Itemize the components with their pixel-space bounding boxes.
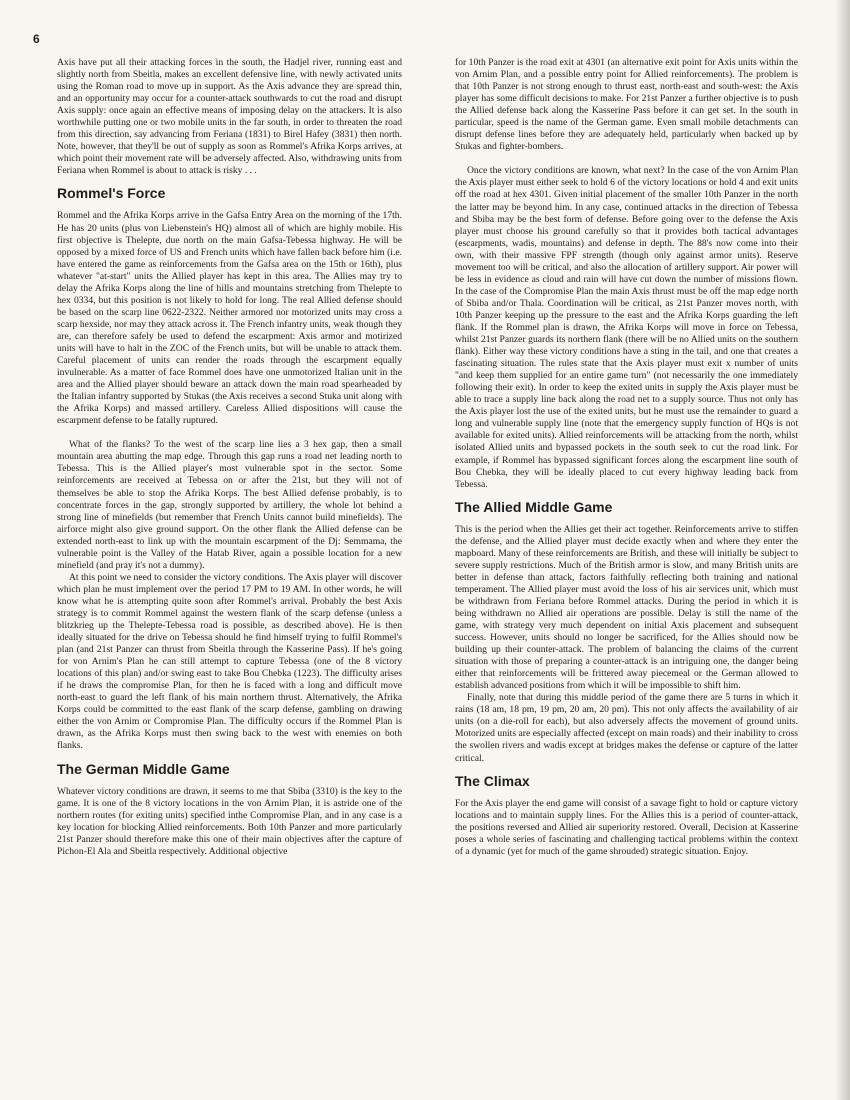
paragraph-flanks: What of the flanks? To the west of the scarp line lies a 3 hex gap, then a small mountain area abutting the map edge. Through this gap runs a road net leading north to Tebessa. This is the Allied player's most vulnerable spot in the sector. Some reinforcements are received at Tebessa on or after the 21st, but they will not of themselves be able to stop the Afrika Korps. The best Allied defense probably, is to concentrate forces in the gap, strongly supported by artillery, the whole lot behind a strong line of minefields (but remember that French Units cannot build minefields). The airforce might also give ground support. On the other flank the Allied defense can be extended north-east to link up with the mountain escarpment of the Dj: Semmama, the vulnerable point is the Valley of the Hatab River, again a possible location for a new minefield (and pray it's not a dummy).: [57, 439, 402, 571]
heading-the-climax: The Climax: [455, 772, 530, 789]
paragraph-after-victory-conditions: Once the victory conditions are known, what next? In the case of the von Arnim Plan the Axis player must either seek to hold 6 of the victory locations or hold 4 and exit units off the road at hex 4301. Given initial placement of the smaller 10th Panzer in the north the latter may be beyond him. In any case, continued attacks in the direction of Tebessa and Sbiba may be the best form of defense. Before going over to the defense the Axis player must choose his ground carefully so that it provides both tactical advantages (escarpments, wadis, mountains) and defense in depth. The 88's now come into their own, with their massive FPF strength (though only against armor units). Reserve movement too will be critical, and also the allocation of artillery support. Air power will be less in evidence as cloud and rain will have cut down the number of missions flown. In the case of the Compromise Plan the main Axis thrust must be off the map edge north of Sbiba and/or Thala. Coordination will be critical, as 21st Panzer moves north, with 10th Panzer keeping up the pressure to the east and the Afrika Korps guarding the left flank. If the Rommel plan is drawn, the Afrika Korps will move in force on Tebessa, whilst 21st Panzer guards its northern flank (there will be no Allied units on the southern flank). Either way these victory conditions have a sting in the tail, and one that creates a fascinating situation. The rules state that the Axis player must exit x number of units "and keep them supplied for an entire game turn" (not necessarily the one immediately following their exit). In order to keep the exited units in supply the Axis player must be able to trace a supply line back along the road net to a supply source. Thus not only has the Axis player lost the use of the exited units, but he must use the remainder to guard a long and vulnerable supply line (note that the emergency supply function of HQs is not available for exited units). Allied reinforcements will be attacking from the north, whilst isolated Allied units and bypassed pockets in the south seek to cut the road link. For example, if Rommel has bypassed significant forces along the escarpment line south of Bou Chebka, they will be ideally placed to cut every highway leading back from Tebessa.: [455, 165, 798, 490]
paragraph-axis-south: Axis have put all their attacking forces in the south, the Hadjel river, running east and slightly north from Sbeitla, makes an excellent defensive line, with newly activated units using the Roman road to move up in support. As the Axis advance they are spread thin, and an opportunity may occur for a counter-attack southwards to cut the road and disrupt Axis supply: once again an effective means of imposing delay on the attackers. It is also worthwhile putting one or two mobile units in the far south, in order to threaten the road from this direction, say advancing from Feriana (1831) to Birel Hafey (3831) then north. Note, however, that they'll be out of supply as soon as Rommel's Afrika Korps arrives, at which point their movement rate will be adversely affected. Also, withdrawing units from Feriana when Rommel is about to attack is risky . . .: [57, 57, 402, 177]
heading-rommels-force: Rommel's Force: [57, 185, 166, 202]
paragraph-victory-conditions: At this point we need to consider the victory conditions. The Axis player will discover which plan he must implement over the period 17 PM to 19 AM. In other words, he will know what he is attempting quite soon after Rommel's arrival. Probably the best Axis strategy is to commit Rommel against the western flank of the scarp defense (unless a blitzkrieg up the Thelepte-Tebessa road is possible, as described above). He is then ideally situated for the drive on Tebessa should he find himself trying to fulfil Rommel's plan (and 21st Panzer can thrust from Sbeitla through the Kasserine Pass). If he's going for von Arnim's Plan he can still attempt to capture Tebessa (one of the 8 victory locations of this plan) and/or swing east to take Bou Chebka (1223). The difficulty arises if he draws the compromise Plan, for then he is faced with a long and difficult move north-east to guard the left flank of his main northern thrust. Alternatively, the Afrika Korps could be committed to the east flank of the scarp defense, gambling on drawing either the von Arnim or Compromise Plan. The difficulty occurs if the Rommel Plan is drawn, as the Afrika Korps must then swing back to the west with enemies on both flanks.: [57, 571, 402, 752]
right-column: [455, 57, 798, 858]
heading-german-middle-game: The German Middle Game: [57, 760, 230, 777]
paragraph-rain-turns: Finally, note that during this middle period of the game there are 5 turns in which it rains (18 am, 18 pm, 19 pm, 20 am, 20 pm). This not only affects the availability of air units (on a die-roll for each), but also adversely affects the movement of ground units. Motorized units are especially affected (except on main roads) and their inability to cross the swollen rivers and wadis except at bridges makes the defense or capture of the latter critical.: [455, 692, 798, 764]
left-column: [57, 57, 402, 858]
paragraph-sbiba-key: Whatever victory conditions are drawn, it seems to me that Sbiba (3310) is the key to the game. It is one of the 8 victory locations in the von Arnim Plan, it is astride one of the northern routes (for exiting units) specified inthe Compromise Plan, and in any case is a key location for blocking Allied reinforcements. Both 10th Panzer and more particularly 21st Panzer should therefore make this one of their main objectives after the capture of Pichon-El Ala and Sbeitla respectively. Additional objective: [57, 785, 402, 857]
heading-allied-middle-game: The Allied Middle Game: [455, 498, 613, 515]
paragraph-end-game: For the Axis player the end game will consist of a savage fight to hold or capture victory locations and to maintain supply lines. For the Allies this is a period of counter-attack, the positions reversed and Allied air superiority restored. Overall, Decision at Kasserine poses a whole series of fascinating and challenging tactical problems within the context of a dynamic (yet for much of the game shrouded) strategic situation. Enjoy.: [455, 797, 798, 857]
paragraph-10th-panzer: for 10th Panzer is the road exit at 4301 (an alternative exit point for Axis units within the von Arnim Plan, and a possible entry point for Allied reinforcements). The problem is that 10th Panzer is not strong enough to thrust east, north-east and south-west: the Axis player has some difficult decisions to make. For 21st Panzer a further objective is to push the Allied defense back along the Kasserine Pass before it can get set. In the south in particular, speed is the name of the German game. Even small mobile detachments can disrupt defense lines before they are adequately held, particularly when backed up by Stukas and fighter-bombers.: [455, 57, 798, 153]
page-edge-shadow: [836, 0, 850, 1100]
paragraph-rommel-arrival: Rommel and the Afrika Korps arrive in the Gafsa Entry Area on the morning of the 17th. He has 20 units (plus von Liebenstein's HQ) almost all of which are highly mobile. His first objective is Thelepte, due north on the main Gafsa-Tebessa highway. He will be opposed by a mixed force of US and French units which have fallen back before him (i.e. have entered the game as reinforcements from the Gafsa area on the 15th or 16th), plus whatever "at-start" units the Allied player has kept in this area. The Allies may try to delay the Afrika Korps along the line of hills and mountains stretching from Thelepte to hex 0334, but this position is not likely to hold for long. The real Allied defense should be based on the scarp line 0622-2322. Neither armored nor motorized units may cross a scarp hexside, nor may they attack across it. The French infantry units, weak though they are, can therefore safely be used to defend the escarpment: Axis armor and motirized units will have to halt in the ZOC of the French units, but will be unable to attack them. Careful placement of units can render the roads through the escarpment equally invulnerable. As a matter of face Rommel does have one unmotorized Italian unit in the area and the Allied player should beware an attack down the main road spearheaded by the Italian infantry supported by Stukas (the Axis receives a second Stuka unit along with the Afrika Korps) and massed artillery. Careless Allied dispositions will cause the escarpment defense to be fatally ruptured.: [57, 210, 402, 427]
page-number: 6: [33, 32, 40, 46]
paragraph-allies-act-together: This is the period when the Allies get their act together. Reinforcements arrive to stiffen the defense, and the Allied player must decide exactly when and where they enter the mapboard. Many of these reinforcements are British, and these will initially be subject to severe supply restrictions. Much of the British armor is slow, and many British units are better in defense than attack, factors faithfully reflecting both training and national temperament. The Allied player must avoid the loss of his air services unit, which must be withdrawn from Feriana before Rommel attacks. During the period in which it is being withdrawn no Allied air operations are possible. Delay is still the name of the game, with strategy very much dependent on initial Axis placement and subsequent success. However, units should no longer be sacrificed, for the Allies should now be building up their counter-attack. The problem of balancing the claims of the current situation with those of preparing a counter-attack is an intriguing one, the danger being either that reinforcements will be frittered away piecemeal or the German allowed to establish advanced positions from which it will be impossible to shift him.: [455, 523, 798, 692]
